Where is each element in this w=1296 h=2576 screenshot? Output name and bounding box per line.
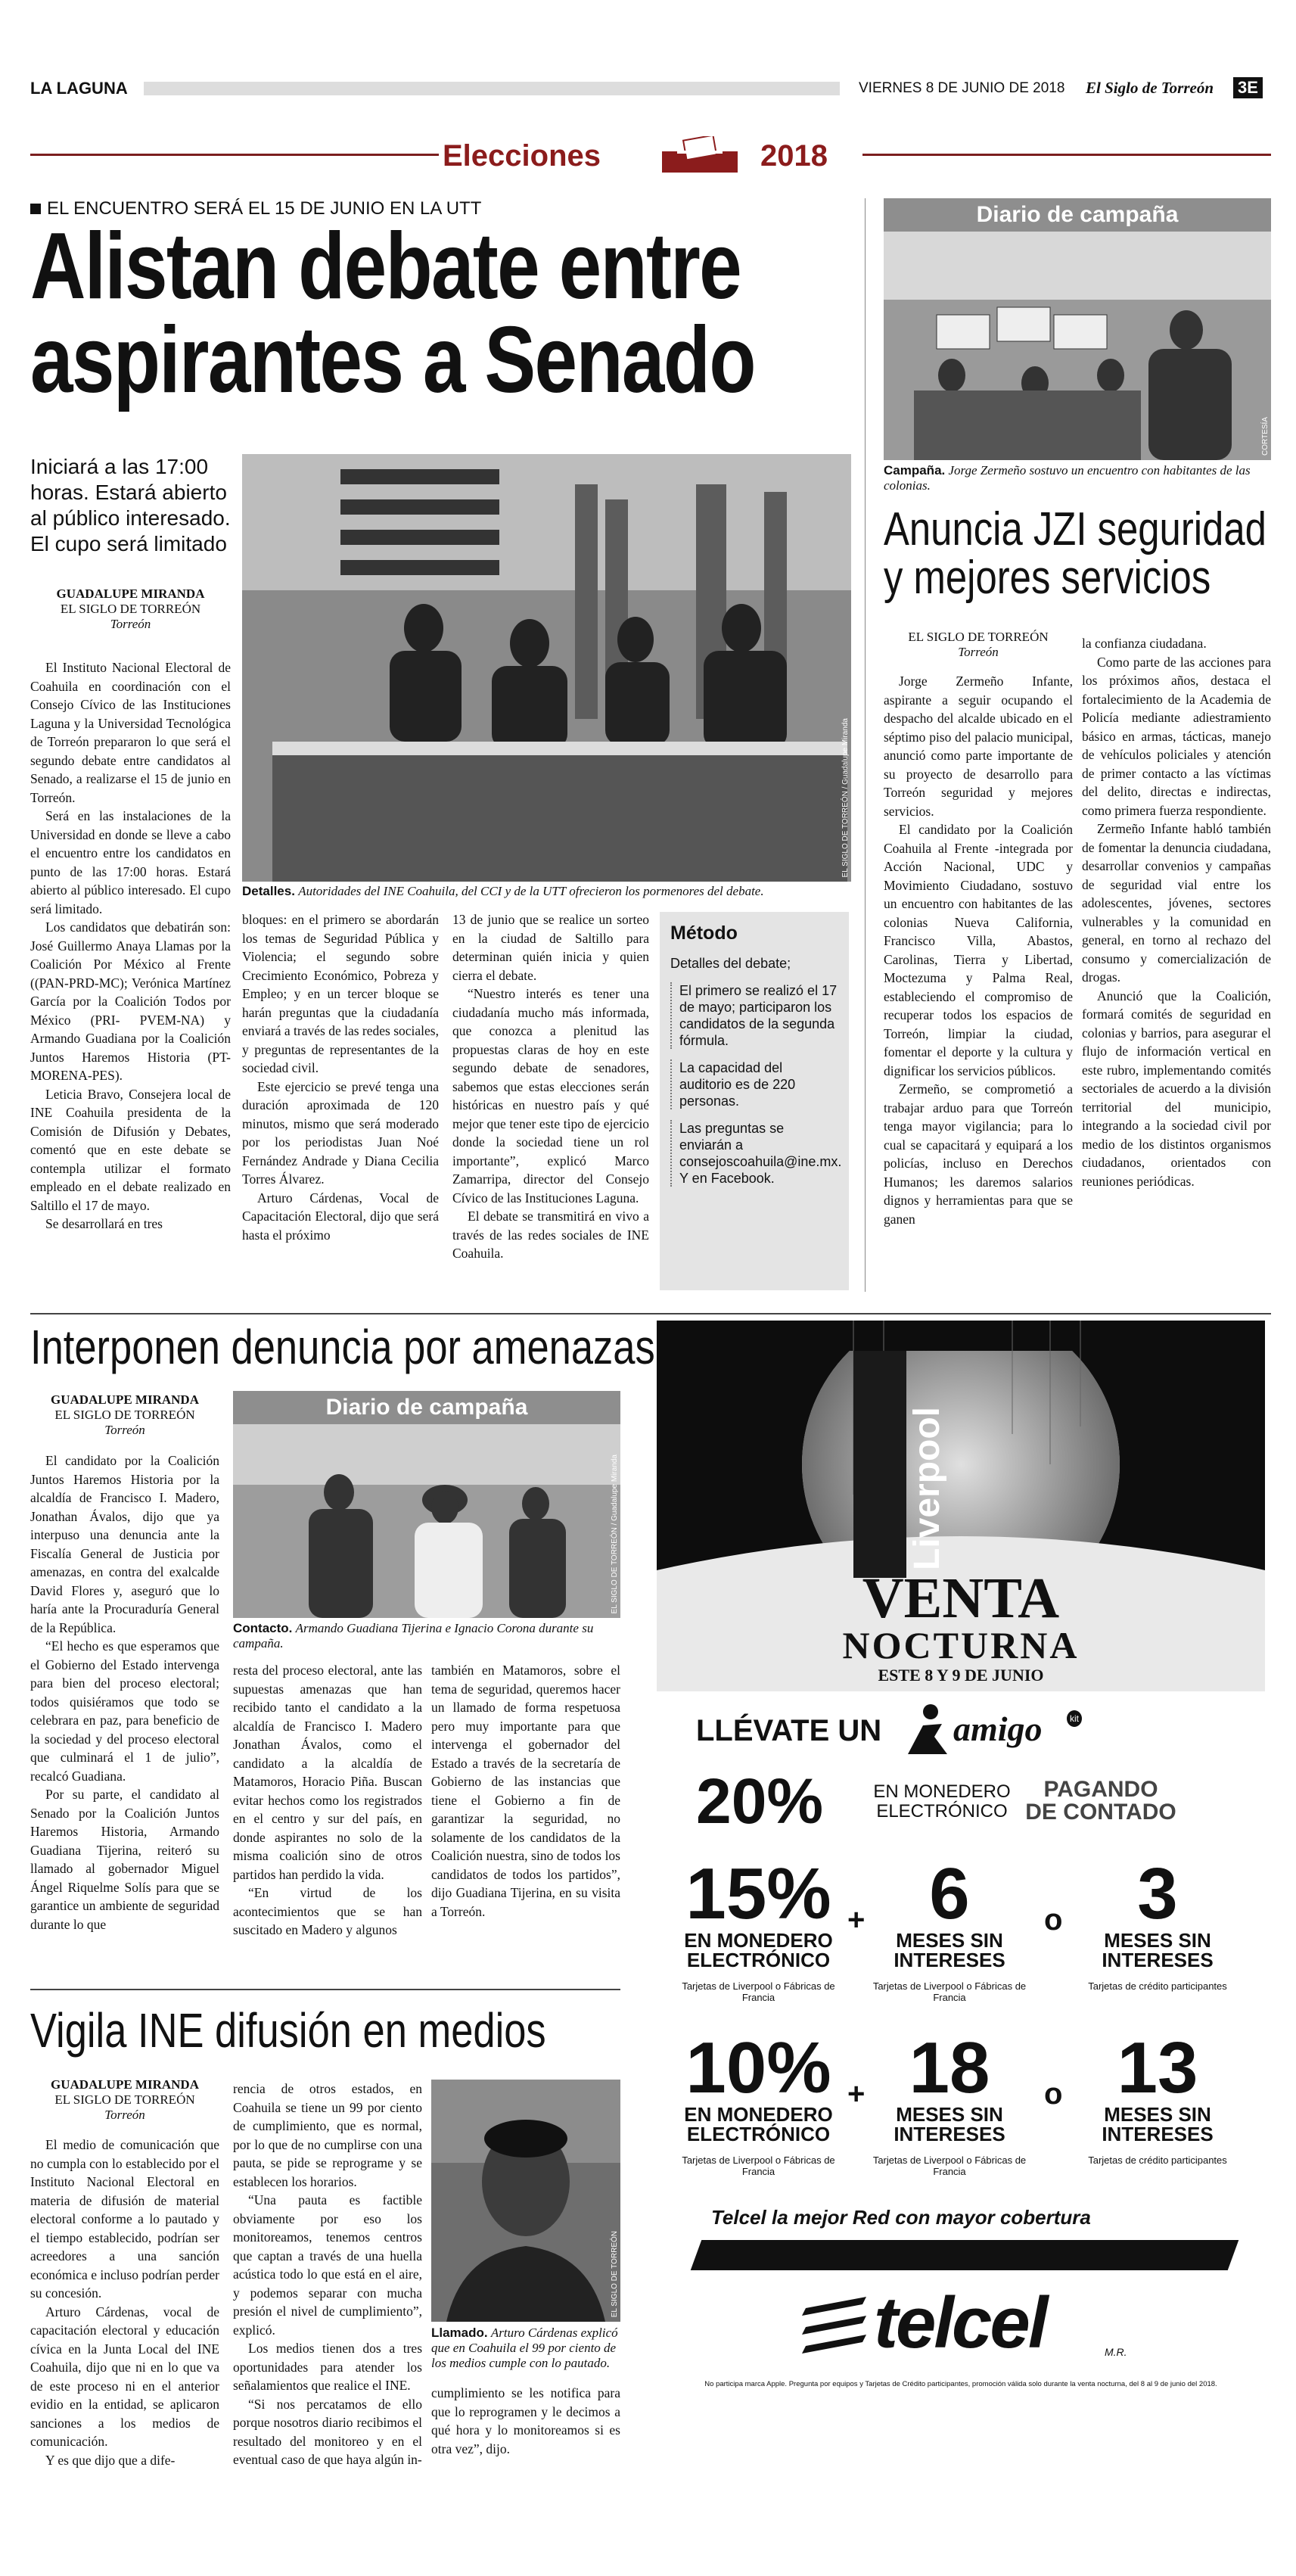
story2-col2: [233, 1661, 422, 2017]
paragraph: Por su parte, el candidato al Senado por la Coalición Juntos Haremos Historia, Armando Guadiana Tijerina, reiteró su llamado al gobernador Miguel Ángel Riquelme Solís para que se garantice un ambiente de seguridad durante lo que: [30, 1787, 219, 1932]
story3-col1: [30, 2136, 219, 2544]
telcel-mr: M.R.: [1105, 2346, 1127, 2358]
story2-banner: Diario de campaña: [233, 1391, 620, 1424]
campaign-headline: [884, 503, 1266, 604]
kicker-text: EL ENCUENTRO SERÁ EL 15 DE JUNIO EN LA UTT: [47, 198, 482, 219]
metodo-item: Las preguntas se enviarán a consejoscoahuila@ine.mx. Y en Facebook.: [670, 1120, 838, 1187]
amigo-kit: kit: [1067, 1710, 1082, 1727]
paragraph: Zermeño Infante habló también de fomentar la denuncia ciudadana, desarrollar convenios y campañas de seguridad vial entre los adolescentes, jóvenes, sectores vulnerables y la comunidad en general, en torno al rechazo del consumo y comercialización de drogas.: [1082, 821, 1271, 985]
story3-author: GUADALUPE MIRANDA: [51, 2077, 199, 2092]
paragraph: Zermeño, se comprometió a trabajar arduo para que Torreón tenga mayor vigilancia; para lo cual se capacitará y equipará a los policías, incluso en Derechos Humanos; les daremos salarios dignos y herramientas para que se ganen: [884, 1081, 1073, 1227]
paragraph: “El hecho es que esperamos que el Gobierno del Estado intervenga para bien del proceso electoral; todos quisiéramos que todo se celebrara en paz, para beneficio de la sociedad y del proceso electoral que culminará el 1 de julio”, recalcó Guadiana.: [30, 1638, 219, 1784]
campaign-rally-photo: [884, 232, 1271, 460]
caption-lead: Detalles.: [242, 884, 295, 898]
amigo-figure-icon: [900, 1703, 953, 1756]
campaign-headline-line2: y mejores servicios: [884, 552, 1211, 604]
venta-title: [657, 1566, 1265, 1687]
amigo-wordmark: amigo: [953, 1710, 1043, 1748]
story2-photo-credit: EL SIGLO DE TORREÓN / Guadalupe Miranda: [611, 1454, 619, 1613]
offer-label: MESES SIN INTERESES: [1102, 2103, 1214, 2145]
paragraph: cumplimiento se les notifica para que lo reprogramen y le decimos a qué hora y lo monitoreamos si es otra vez”, dijo.: [431, 2385, 620, 2456]
main-author: GUADALUPE MIRANDA: [56, 586, 205, 601]
offer-label: EN MONEDERO ELECTRÓNICO: [684, 1929, 833, 1971]
liverpool-logo: Liverpool: [907, 1406, 947, 1570]
caption-text: Armando Guadiana Tijerina e Ignacio Corona durante su campaña.: [233, 1621, 594, 1650]
main-col2: [242, 910, 439, 1296]
paper-name: El Siglo de Torreón: [1086, 79, 1214, 97]
fine-print: No participa marca Apple. Pregunta por equipos y Tarjetas de Crédito participantes, promoción válida solo durante la venta nocturna, del 8 al 9 de junio del 2018.: [704, 2380, 1217, 2388]
offer-note: Tarjetas de Liverpool o Fábricas de Francia: [682, 1980, 835, 2003]
campaign-outlet: EL SIGLO DE TORREÓN: [908, 630, 1049, 644]
offer-big: 18: [909, 2027, 990, 2108]
offer-label: MESES SIN INTERESES: [1102, 1929, 1214, 1971]
paragraph: bloques: en el primero se abordarán los temas de Seguridad Pública y Violencia; el segundo sobre Crecimiento Económico, Pobreza y Empleo; y en un tercer bloque se harán preguntas que la ciudadanía enviará a través de las redes sociales, y preguntas de representantes de la sociedad civil.: [242, 912, 439, 1075]
campaign-col2: [1082, 634, 1271, 1296]
offer-big: 15%: [685, 1853, 831, 1934]
telcel-wordmark: telcel: [874, 2282, 1046, 2363]
venta-dates: ESTE 8 Y 9 DE JUNIO: [878, 1666, 1044, 1685]
paragraph: rencia de otros estados, en Coahuila se tiene un 99 por ciento de cumplimiento, que es normal, por lo que de no cumplirse con una pauta, se pide se reprograme y se establecen los horarios.: [233, 2081, 422, 2189]
paragraph: Leticia Bravo, Consejera local de INE Coahuila presidenta de la Comisión de Difusión y Debates, comentó que en este debate se contempla utilizar el formato empleado en el debate realizado en Saltillo el 17 de mayo.: [30, 1086, 231, 1213]
offer-6: [870, 1853, 1029, 2003]
metodo-intro: Detalles del debate;: [670, 956, 791, 971]
page-number: 3E: [1233, 77, 1263, 98]
paragraph: El medio de comunicación que no cumpla con lo establecido por el Instituto Nacional Electoral en materia de difusión de material electoral conforme a lo pautado y el tiempo establecido, podrían ser acreedores a una sanción económica e incluso podrían perder su concesión.: [30, 2137, 219, 2301]
caption-lead: Campaña.: [884, 463, 946, 478]
paragraph: Arturo Cárdenas, Vocal de Capacitación Electoral, dijo que será hasta el próximo: [242, 1190, 439, 1243]
paragraph: Anunció que la Coalición, formará comités de seguridad en colonias y barrios, para asegurar el flujo de información vertical en este rubro, implementando comités sectoriales de acuerdo a la división territorial del municipio, integrando a la sociedad civil por medio de los distintos organismos ciudadanos, orientados con reuniones periódicas.: [1082, 988, 1271, 1189]
story3-headline: Vigila INE difusión en medios: [30, 2003, 546, 2058]
offer-note: Tarjetas de Liverpool o Fábricas de Francia: [872, 1980, 1027, 2003]
paragraph: “En virtud de los acontecimientos que se han suscitado en Madero y algunos: [233, 1885, 422, 1937]
story3-byline: [30, 2077, 219, 2123]
main-photo: [242, 454, 851, 882]
paragraph: resta del proceso electoral, ante las supuestas amenazas que han recibido tanto el candidato a la alcaldía de Francisco I. Madero Jonathan Ávalos, como el candidato a la alcaldía de Matamoros, Horacio Piña. Buscan evitar hechos como los registrados en el centro y sur del país, en donde aspirantes no solo de la misma coalición sino de otros partidos han perdido la vida.: [233, 1663, 422, 1882]
main-city: Torreón: [110, 617, 151, 631]
elections-label: Elecciones: [443, 139, 601, 173]
campaign-col1: [884, 672, 1073, 1296]
telcel-tagline: Telcel la mejor Red con mayor cobertura: [711, 2206, 1091, 2229]
story2-byline: [30, 1392, 219, 1438]
paragraph: El candidato por la Coalición Coahuila al Frente -integrada por Acción Nacional, UDC y Movimiento Ciudadano, sostuvo un encuentro con habitantes de las colonias Nueva California, Francisco Villa, Abastos, Carolinas, Tierra y Libertad, Moctezuma y Palma Real, estableciendo el compromiso de recuperar todos los espacios de Torreón, limpiar la ciudad, fomentar el deporte y la cultura y dignificar los servicios públicos.: [884, 822, 1073, 1078]
campaign-photo-credit: CORTESÍA: [1261, 417, 1270, 456]
amigo-logo: [900, 1703, 1097, 1756]
main-photo-credit: EL SIGLO DE TORREÓN / Guadalupe Miranda: [841, 717, 850, 877]
offer-label: MESES SIN INTERESES: [894, 1929, 1005, 1971]
main-headline: [30, 214, 755, 412]
story2-col1: [30, 1451, 219, 2019]
offer-note: Tarjetas de crédito participantes: [1088, 1980, 1227, 1992]
plus-icon: +: [847, 2077, 866, 2111]
offer-label: MESES SIN INTERESES: [894, 2103, 1005, 2145]
caption-text: Autoridades del INE Coahuila, del CCI y de la UTT ofrecieron los pormenores del debate.: [298, 884, 764, 898]
plus-icon: +: [847, 1903, 866, 1937]
offer-13: [1078, 2027, 1237, 2166]
main-caption: [242, 884, 851, 899]
campaign-headline-line1: Anuncia JZI seguridad: [884, 503, 1266, 555]
campaign-byline: [884, 630, 1073, 660]
paragraph: también en Matamoros, sobre el tema de seguridad, queremos hacer un llamado de forma respetuosa pero muy importante para que intervenga el gobernador del Estado a través de la secretaría de Gobierno de las instancias que tiene el Gobierno a fin de garantizar la seguridad, no solamente de los candidatos de la Coalición nuestra, sino de todos los candidatos de todos los partidos”, dijo Guadiana Tijerina, en su visita a Torreón.: [431, 1663, 620, 1919]
advertisement: [651, 1321, 1271, 2550]
venta-line2: NOCTURNA: [842, 1624, 1080, 1666]
campaign-photo: [884, 232, 1271, 460]
paragraph: El candidato por la Coalición Juntos Haremos Historia por la alcaldía de Francisco I. Madero, Jonathan Ávalos, dijo que ya interpuso una denuncia ante la Fiscalía General de Justicia por amenazas, en contra del exalcalde David Flores y, aseguró que lo haría ante la Procuraduría General de la República.: [30, 1453, 219, 1635]
venta-line1: VENTA: [862, 1566, 1060, 1630]
paragraph: Será en las instalaciones de la Universidad en donde se lleve a cabo el encuentro entre los candidatos en punto de las 17:00 horas. Estará abierto al público interesado. El cupo será limitado.: [30, 808, 231, 916]
story2-city: Torreón: [104, 1423, 145, 1437]
caption-text: Arturo Cárdenas explicó que en Coahuila el 99 por ciento de los medios cumple con lo pautado.: [431, 2326, 618, 2370]
issue-date: VIERNES 8 DE JUNIO DE 2018: [859, 80, 1065, 96]
monedero-label: EN MONEDERO ELECTRÓNICO: [873, 1781, 1011, 1822]
main-outlet: EL SIGLO DE TORREÓN: [60, 602, 201, 616]
story2-photo: [233, 1424, 620, 1618]
column-divider: [865, 198, 866, 1292]
metodo-item: El primero se realizó el 17 de mayo; participaron los candidatos de la segunda fórmula.: [670, 982, 838, 1049]
metodo-item: La capacidad del auditorio es de 220 personas.: [670, 1059, 838, 1109]
story3-city: Torreón: [104, 2108, 145, 2122]
debate-press-photo: [242, 454, 851, 882]
section-rule: [30, 1313, 1271, 1314]
story3-caption: [431, 2326, 620, 2371]
caption-lead: Llamado.: [431, 2326, 488, 2340]
paragraph: Este ejercicio se prevé tenga una duración aproximada de 120 minutos, mismo que será moderado por los periodistas Juan Noé Fernández Andrade y Diana Cecilia Torres Álvarez.: [242, 1078, 439, 1187]
offer-big: 10%: [685, 2027, 831, 2108]
paragraph: “Si nos percatamos de ello porque nosotros diario recibimos el resultado del monitoreo y en el eventual caso de que haya algún in-: [233, 2396, 422, 2467]
story3-col3: [431, 2384, 620, 2543]
caption-text: Jorge Zermeño sostuvo un encuentro con habitantes de las colonias.: [884, 463, 1251, 493]
main-headline-line2: aspirantes a Senado: [30, 308, 755, 412]
paragraph: 13 de junio que se realice un sorteo en la ciudad de Saltillo para determinan quién inicia y quien cierra el debate.: [452, 912, 649, 983]
paragraph: Los medios tienen dos a tres oportunidades para atender los señalamientos que realice el INE.: [233, 2341, 422, 2393]
offer-row-2: [666, 2027, 1256, 2183]
paragraph: “Nuestro interés es tener una ciudadanía mucho más informada, que conozca a plenitud las propuestas claras de hoy en este segundo debate de senadores, sabemos que estas elecciones serán históricas en nuestro país y qué mejor que tener este tipo de ejercicio donde la sociedad tiene un rol importante”, explicó Marco Zamarripa, director del Consejo Cívico de las Instituciones Laguna.: [452, 986, 649, 1206]
offer-note: Tarjetas de Liverpool o Fábricas de Francia: [872, 2154, 1027, 2177]
header-bar: [144, 82, 840, 95]
offer-big: 3: [1137, 1853, 1178, 1934]
pagando-label: PAGANDO DE CONTADO: [1025, 1777, 1176, 1825]
ballot-box-icon: [654, 136, 745, 174]
section-name: LA LAGUNA: [30, 79, 128, 98]
story2-col3: [431, 1661, 620, 2017]
main-summary: Iniciará a las 17:00 horas. Estará abierto al público interesado. El cupo será limitado: [30, 455, 231, 555]
offer-big: 6: [929, 1853, 970, 1934]
or-label: o: [1044, 2077, 1063, 2111]
story2-headline: Interponen denuncia por amenazas: [30, 1320, 655, 1374]
campaign-city: Torreón: [958, 645, 999, 659]
telcel-stripe: [691, 2240, 1239, 2270]
campaign-banner: Diario de campaña: [884, 198, 1271, 232]
main-col1: [30, 658, 231, 1294]
elections-banner: [30, 135, 1271, 180]
paragraph: Como parte de las acciones para los próximos años, destaca el fortalecimiento de la Academia de Policía mediante adiestramiento básico en armas, tácticas, manejo de vehículos policiales y atención de primer contacto a las víctimas del delito, directas e indirectas, como primera fuerza respondiente.: [1082, 654, 1271, 818]
paragraph: El debate se transmitirá en vivo a través de las redes sociales de INE Coahuila.: [452, 1209, 649, 1261]
main-byline: [30, 586, 231, 632]
offer-big: 13: [1117, 2027, 1198, 2108]
paragraph: la confianza ciudadana.: [1082, 636, 1207, 651]
story3-photo: [431, 2080, 620, 2322]
main-headline-line1: Alistan debate entre: [30, 214, 741, 319]
offer-row-1: [666, 1853, 1256, 2009]
offer-label: EN MONEDERO ELECTRÓNICO: [684, 2103, 833, 2145]
story2-author: GUADALUPE MIRANDA: [51, 1392, 199, 1407]
kicker-marker: [30, 204, 41, 214]
portrait-photo: [431, 2080, 620, 2322]
metodo-title: Método: [670, 922, 738, 944]
paragraph: Y es que dijo que a dife-: [45, 2452, 176, 2468]
paragraph: Los candidatos que debatirán son: José Guillermo Anaya Llamas por la Coalición Por México al Frente ((PAN-PRD-MC); Verónica Martínez García por la Coalición Todos por México (PRI- PVEM-NA) y Armando Guadiana por la Coalición Juntos Haremos Historia (PT-MORENA-PES).: [30, 919, 231, 1083]
paragraph: “Una pauta es factible obviamente por eso los monitoreamos, tenemos centros que captan a través de una huella acústica todo lo que está en el aire, y podemos separar con mucha presión el nivel de cumplimiento”, explicó.: [233, 2192, 422, 2338]
metodo-box: [660, 912, 849, 1290]
caption-lead: Contacto.: [233, 1621, 293, 1635]
telcel-swoosh-icon: [802, 2293, 870, 2361]
offer-3: [1078, 1853, 1237, 1992]
story3-photo-credit: EL SIGLO DE TORREÓN: [611, 2230, 619, 2317]
llevate-label: LLÉVATE UN: [696, 1714, 882, 1747]
offer-18: [870, 2027, 1029, 2177]
campaign-walk-photo: [233, 1424, 620, 1618]
story3-outlet: EL SIGLO DE TORREÓN: [54, 2092, 195, 2107]
page-header: [30, 77, 1271, 100]
offer-15: [666, 1853, 851, 2003]
offer-note: Tarjetas de Liverpool o Fábricas de Francia: [682, 2154, 835, 2177]
campaign-caption: [884, 463, 1271, 493]
offer-note: Tarjetas de crédito participantes: [1088, 2154, 1227, 2166]
offer-10: [666, 2027, 851, 2177]
telcel-logo: [802, 2282, 1142, 2369]
or-label: o: [1044, 1903, 1063, 1937]
paragraph: Jorge Zermeño Infante, aspirante a seguir ocupando el despacho del alcalde ubicado en el séptimo piso del palacio municipal, anunció como parte importante de su proyecto de desarrollo para Torreón seguridad y mejores servicios.: [884, 674, 1073, 819]
story-separator: [30, 1989, 620, 1990]
story2-outlet: EL SIGLO DE TORREÓN: [54, 1408, 195, 1422]
story2-caption: [233, 1621, 620, 1651]
pct20: 20%: [696, 1766, 824, 1837]
liverpool-banner: [657, 1321, 1265, 1691]
story3-col2: [233, 2080, 422, 2545]
main-col3: [452, 910, 649, 1296]
paragraph: El Instituto Nacional Electoral de Coahuila en coordinación con el Consejo Cívico de las Instituciones Laguna y la Universidad Tecnológica de Torreón prepararon lo que será el segundo debate entre candidatos al Senado, a realizarse el 15 de junio en Torreón.: [30, 660, 231, 805]
paragraph: Se desarrollará en tres: [45, 1216, 163, 1231]
elections-year: 2018: [760, 139, 828, 173]
paragraph: Arturo Cárdenas, vocal de capacitación electoral y educación cívica en la Junta Local del INE Coahuila, dijo que ni en lo que va de este proceso ni en el anterior evidio en la entidad, se aplicaron sanciones a los medios de comunicación.: [30, 2304, 219, 2449]
